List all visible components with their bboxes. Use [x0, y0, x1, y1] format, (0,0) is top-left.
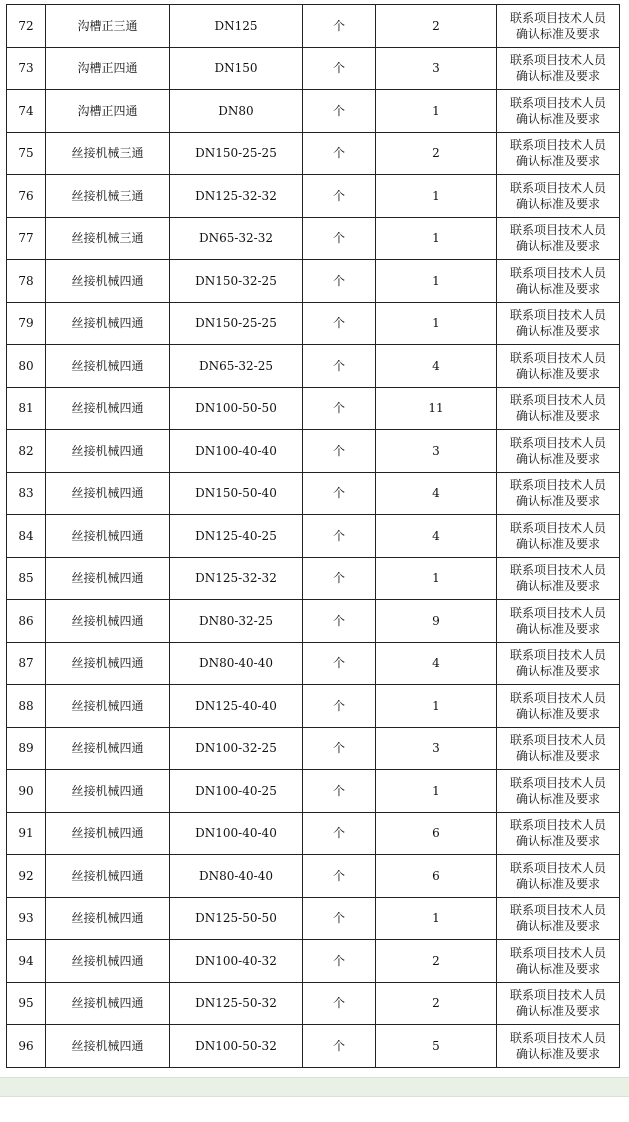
- item-name-cell: 丝接机械四通: [46, 600, 170, 643]
- unit-cell: 个: [303, 260, 376, 303]
- item-name-cell: 丝接机械四通: [46, 557, 170, 600]
- spec-cell: DN100-40-32: [170, 940, 303, 983]
- row-number-cell: 72: [7, 5, 46, 48]
- spec-cell: DN80: [170, 90, 303, 133]
- item-name-cell: 丝接机械四通: [46, 940, 170, 983]
- remark-cell: 联系项目技术人员 确认标准及要求: [497, 727, 620, 770]
- item-name-cell: 丝接机械四通: [46, 345, 170, 388]
- remark-cell: 联系项目技术人员 确认标准及要求: [497, 855, 620, 898]
- spec-cell: DN100-40-40: [170, 812, 303, 855]
- unit-cell: 个: [303, 812, 376, 855]
- spec-cell: DN150-25-25: [170, 132, 303, 175]
- table-row: [7, 982, 620, 1025]
- row-number-cell: 83: [7, 472, 46, 515]
- row-number-cell: 85: [7, 557, 46, 600]
- row-number-cell: 79: [7, 302, 46, 345]
- spec-cell: DN80-32-25: [170, 600, 303, 643]
- remark-cell: 联系项目技术人员 确认标准及要求: [497, 642, 620, 685]
- quantity-cell: 5: [376, 1025, 497, 1068]
- row-number-cell: 74: [7, 90, 46, 133]
- item-name-cell: 丝接机械四通: [46, 387, 170, 430]
- item-name-cell: 沟槽正四通: [46, 90, 170, 133]
- unit-cell: 个: [303, 132, 376, 175]
- item-name-cell: 丝接机械四通: [46, 855, 170, 898]
- remark-cell: 联系项目技术人员 确认标准及要求: [497, 430, 620, 473]
- table-row: [7, 557, 620, 600]
- spec-cell: DN80-40-40: [170, 642, 303, 685]
- unit-cell: 个: [303, 345, 376, 388]
- row-number-cell: 76: [7, 175, 46, 218]
- spec-cell: DN65-32-32: [170, 217, 303, 260]
- remark-cell: 联系项目技术人员 确认标准及要求: [497, 600, 620, 643]
- table-row: [7, 1025, 620, 1068]
- row-number-cell: 84: [7, 515, 46, 558]
- unit-cell: 个: [303, 387, 376, 430]
- spec-cell: DN100-50-32: [170, 1025, 303, 1068]
- table-row: [7, 515, 620, 558]
- remark-cell: 联系项目技术人员 确认标准及要求: [497, 557, 620, 600]
- item-name-cell: 丝接机械四通: [46, 260, 170, 303]
- spec-cell: DN125-50-32: [170, 982, 303, 1025]
- unit-cell: 个: [303, 685, 376, 728]
- remark-cell: 联系项目技术人员 确认标准及要求: [497, 387, 620, 430]
- remark-cell: 联系项目技术人员 确认标准及要求: [497, 982, 620, 1025]
- item-name-cell: 丝接机械四通: [46, 812, 170, 855]
- table-row: [7, 175, 620, 218]
- unit-cell: 个: [303, 5, 376, 48]
- unit-cell: 个: [303, 472, 376, 515]
- quantity-cell: 1: [376, 90, 497, 133]
- spec-cell: DN65-32-25: [170, 345, 303, 388]
- unit-cell: 个: [303, 982, 376, 1025]
- item-name-cell: 沟槽正三通: [46, 5, 170, 48]
- remark-cell: 联系项目技术人员 确认标准及要求: [497, 472, 620, 515]
- quantity-cell: 3: [376, 727, 497, 770]
- item-name-cell: 丝接机械三通: [46, 217, 170, 260]
- row-number-cell: 96: [7, 1025, 46, 1068]
- remark-cell: 联系项目技术人员 确认标准及要求: [497, 770, 620, 813]
- table-row: [7, 5, 620, 48]
- remark-cell: 联系项目技术人员 确认标准及要求: [497, 175, 620, 218]
- quantity-cell: 3: [376, 47, 497, 90]
- remark-cell: 联系项目技术人员 确认标准及要求: [497, 940, 620, 983]
- spec-cell: DN150: [170, 47, 303, 90]
- unit-cell: 个: [303, 47, 376, 90]
- item-name-cell: 丝接机械四通: [46, 302, 170, 345]
- quantity-cell: 1: [376, 260, 497, 303]
- table-row: [7, 260, 620, 303]
- item-name-cell: 丝接机械四通: [46, 897, 170, 940]
- table-row: [7, 770, 620, 813]
- spec-cell: DN80-40-40: [170, 855, 303, 898]
- spec-cell: DN100-32-25: [170, 727, 303, 770]
- remark-cell: 联系项目技术人员 确认标准及要求: [497, 47, 620, 90]
- row-number-cell: 92: [7, 855, 46, 898]
- unit-cell: 个: [303, 557, 376, 600]
- unit-cell: 个: [303, 1025, 376, 1068]
- spec-cell: DN100-40-25: [170, 770, 303, 813]
- row-number-cell: 87: [7, 642, 46, 685]
- quantity-cell: 3: [376, 430, 497, 473]
- materials-table: [6, 4, 620, 1068]
- row-number-cell: 88: [7, 685, 46, 728]
- quantity-cell: 1: [376, 770, 497, 813]
- table-row: [7, 600, 620, 643]
- spec-cell: DN125-50-50: [170, 897, 303, 940]
- unit-cell: 个: [303, 600, 376, 643]
- unit-cell: 个: [303, 302, 376, 345]
- table-row: [7, 642, 620, 685]
- remark-cell: 联系项目技术人员 确认标准及要求: [497, 685, 620, 728]
- row-number-cell: 91: [7, 812, 46, 855]
- remark-cell: 联系项目技术人员 确认标准及要求: [497, 90, 620, 133]
- quantity-cell: 1: [376, 217, 497, 260]
- unit-cell: 个: [303, 515, 376, 558]
- row-number-cell: 82: [7, 430, 46, 473]
- unit-cell: 个: [303, 217, 376, 260]
- quantity-cell: 2: [376, 940, 497, 983]
- table-row: [7, 345, 620, 388]
- row-number-cell: 90: [7, 770, 46, 813]
- quantity-cell: 4: [376, 515, 497, 558]
- unit-cell: 个: [303, 175, 376, 218]
- item-name-cell: 丝接机械四通: [46, 727, 170, 770]
- quantity-cell: 9: [376, 600, 497, 643]
- quantity-cell: 1: [376, 685, 497, 728]
- remark-cell: 联系项目技术人员 确认标准及要求: [497, 5, 620, 48]
- remark-cell: 联系项目技术人员 确认标准及要求: [497, 217, 620, 260]
- remark-cell: 联系项目技术人员 确认标准及要求: [497, 260, 620, 303]
- table-row: [7, 855, 620, 898]
- row-number-cell: 95: [7, 982, 46, 1025]
- table-row: [7, 302, 620, 345]
- item-name-cell: 丝接机械四通: [46, 515, 170, 558]
- remark-cell: 联系项目技术人员 确认标准及要求: [497, 515, 620, 558]
- quantity-cell: 1: [376, 302, 497, 345]
- table-row: [7, 90, 620, 133]
- row-number-cell: 86: [7, 600, 46, 643]
- quantity-cell: 6: [376, 812, 497, 855]
- unit-cell: 个: [303, 642, 376, 685]
- materials-table-container: [6, 4, 619, 1068]
- remark-cell: 联系项目技术人员 确认标准及要求: [497, 897, 620, 940]
- table-row: [7, 472, 620, 515]
- quantity-cell: 1: [376, 175, 497, 218]
- table-row: [7, 430, 620, 473]
- item-name-cell: 丝接机械四通: [46, 685, 170, 728]
- unit-cell: 个: [303, 727, 376, 770]
- row-number-cell: 75: [7, 132, 46, 175]
- remark-cell: 联系项目技术人员 确认标准及要求: [497, 345, 620, 388]
- table-row: [7, 727, 620, 770]
- spec-cell: DN150-25-25: [170, 302, 303, 345]
- quantity-cell: 4: [376, 472, 497, 515]
- quantity-cell: 1: [376, 557, 497, 600]
- spec-cell: DN100-40-40: [170, 430, 303, 473]
- item-name-cell: 丝接机械四通: [46, 982, 170, 1025]
- quantity-cell: 1: [376, 897, 497, 940]
- spec-cell: DN125-32-32: [170, 557, 303, 600]
- remark-cell: 联系项目技术人员 确认标准及要求: [497, 132, 620, 175]
- quantity-cell: 2: [376, 132, 497, 175]
- row-number-cell: 81: [7, 387, 46, 430]
- materials-table-body: [7, 5, 620, 1068]
- table-row: [7, 812, 620, 855]
- unit-cell: 个: [303, 855, 376, 898]
- table-row: [7, 217, 620, 260]
- quantity-cell: 11: [376, 387, 497, 430]
- item-name-cell: 丝接机械四通: [46, 642, 170, 685]
- remark-cell: 联系项目技术人员 确认标准及要求: [497, 302, 620, 345]
- spec-cell: DN125-40-25: [170, 515, 303, 558]
- row-number-cell: 94: [7, 940, 46, 983]
- row-number-cell: 80: [7, 345, 46, 388]
- item-name-cell: 沟槽正四通: [46, 47, 170, 90]
- table-row: [7, 940, 620, 983]
- quantity-cell: 2: [376, 5, 497, 48]
- item-name-cell: 丝接机械三通: [46, 132, 170, 175]
- table-row: [7, 47, 620, 90]
- quantity-cell: 6: [376, 855, 497, 898]
- remark-cell: 联系项目技术人员 确认标准及要求: [497, 812, 620, 855]
- page-footer-band: [0, 1077, 629, 1097]
- item-name-cell: 丝接机械四通: [46, 770, 170, 813]
- item-name-cell: 丝接机械四通: [46, 472, 170, 515]
- row-number-cell: 78: [7, 260, 46, 303]
- spec-cell: DN150-32-25: [170, 260, 303, 303]
- row-number-cell: 73: [7, 47, 46, 90]
- spec-cell: DN125-32-32: [170, 175, 303, 218]
- unit-cell: 个: [303, 90, 376, 133]
- item-name-cell: 丝接机械四通: [46, 430, 170, 473]
- quantity-cell: 4: [376, 642, 497, 685]
- row-number-cell: 77: [7, 217, 46, 260]
- spec-cell: DN100-50-50: [170, 387, 303, 430]
- unit-cell: 个: [303, 770, 376, 813]
- table-row: [7, 685, 620, 728]
- table-row: [7, 897, 620, 940]
- remark-cell: 联系项目技术人员 确认标准及要求: [497, 1025, 620, 1068]
- spec-cell: DN125-40-40: [170, 685, 303, 728]
- table-row: [7, 132, 620, 175]
- unit-cell: 个: [303, 430, 376, 473]
- spec-cell: DN125: [170, 5, 303, 48]
- unit-cell: 个: [303, 897, 376, 940]
- unit-cell: 个: [303, 940, 376, 983]
- row-number-cell: 89: [7, 727, 46, 770]
- table-row: [7, 387, 620, 430]
- row-number-cell: 93: [7, 897, 46, 940]
- spec-cell: DN150-50-40: [170, 472, 303, 515]
- item-name-cell: 丝接机械三通: [46, 175, 170, 218]
- quantity-cell: 4: [376, 345, 497, 388]
- quantity-cell: 2: [376, 982, 497, 1025]
- item-name-cell: 丝接机械四通: [46, 1025, 170, 1068]
